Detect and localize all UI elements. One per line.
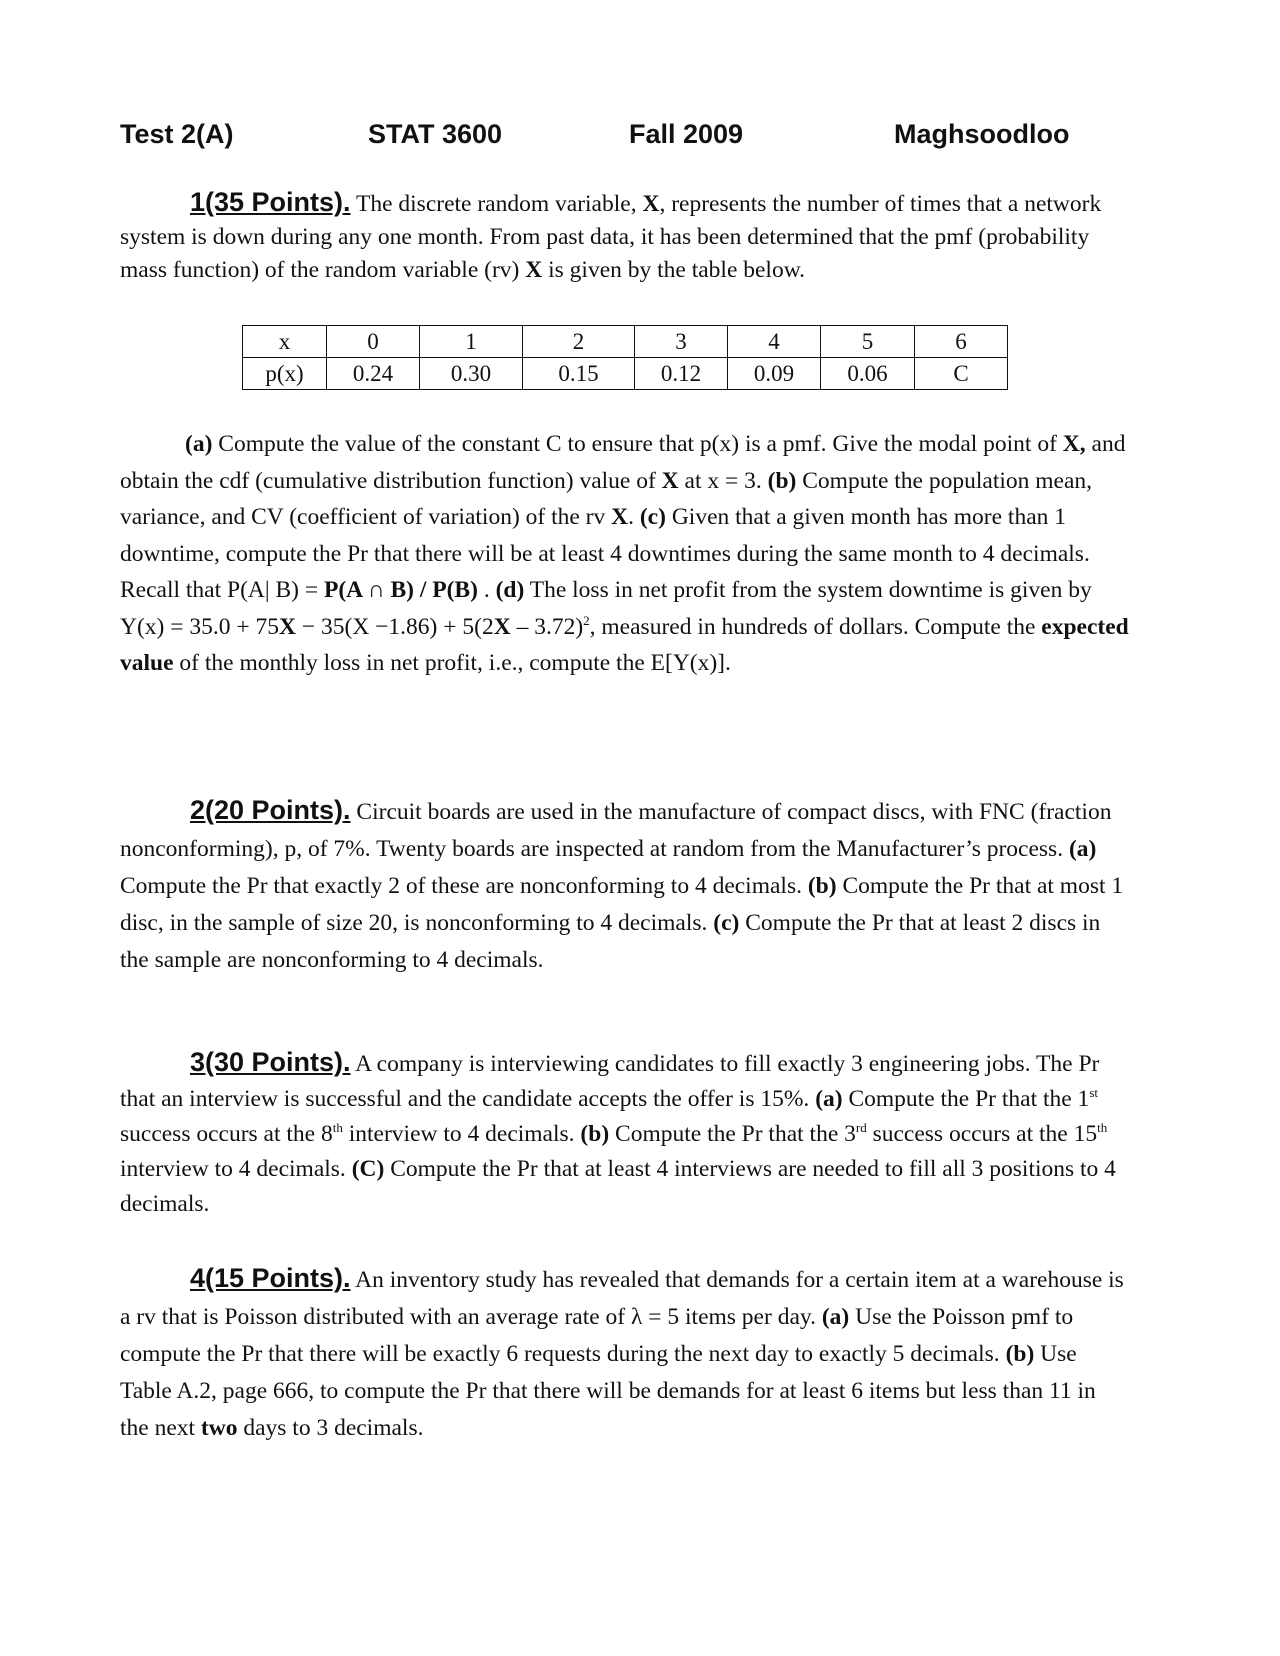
q3-text: Compute the Pr that the 3 [609,1121,856,1147]
q1-part-d-label: (d) [495,577,525,603]
q3-text: A company is interviewing candidates to fill exactly 3 engineering jobs. The Pr that an interview is successful and the candidate accepts the offer is 15%. [120,1051,1100,1112]
question-1-parts [120,426,1130,682]
pmf-p-cell: 0.15 [523,358,635,390]
q1-part-a-label: (a) [185,431,213,457]
pmf-x-cell: 4 [728,326,821,358]
q3-part-b-label: (b) [580,1121,610,1147]
q2-text: Circuit boards are used in the manufacture of compact discs, with FNC (fraction nonconforming), p, of 7%. Twenty boards are inspected at random from the Manufacturer’s process. [120,799,1112,862]
pmf-table [242,325,1008,390]
q1-var: X [661,467,679,494]
ordinal-suffix: th [332,1120,343,1136]
q1-text: Compute the population mean, variance, and CV (coefficient of variation) of the rv [120,467,1093,530]
q1-var: X [493,613,511,640]
q1-text: Given that a given month has more than 1 downtime, compute the Pr that there will be at least 4 downtimes during the same month to 4 decimals. Recall that P(A| B) = [120,504,1090,603]
q1-text: The discrete random variable, [350,191,643,217]
pmf-x-cell: 2 [523,326,635,358]
q1-text: − 35(X −1.86) + 5(2 [296,613,494,640]
q1-var: X [611,504,629,530]
q1-var: X [279,613,296,640]
pmf-x-cell: 1 [420,326,523,358]
test-title: Test 2(A) [120,119,234,149]
q3-part-c-label: (C) [351,1156,385,1182]
pmf-p-cell: 0.06 [821,358,915,390]
pmf-x-cell: 6 [915,326,1008,358]
q1-text: is given by the table below. [542,257,806,283]
q4-part-b-label: (b) [1005,1341,1035,1367]
question-1-points: 1(35 Points). [190,187,351,217]
q2-part-c-label: (c) [713,910,740,936]
q3-part-a-label: (a) [815,1086,843,1112]
pmf-p-cell: 0.09 [728,358,821,390]
question-3 [120,1045,1130,1222]
q2-part-a-label: (a) [1068,836,1097,862]
pmf-p-cell: 0.30 [420,358,523,390]
q2-text: Compute the Pr that at least 2 discs in the sample are nonconforming to 4 decimals. [120,910,1101,973]
q1-var: X, [1062,431,1086,457]
q1-text: – 3.72) [510,613,584,640]
q3-text: Compute the Pr that the 1 [842,1086,1090,1112]
expected-value-term: expected value [120,613,1129,676]
q1-part-c-label: (c) [639,504,666,530]
q3-text: success occurs at the 15 [866,1121,1098,1147]
pmf-p-cell: 0.24 [327,358,420,390]
q1-var: X [525,257,543,283]
pmf-x-cell: 5 [821,326,915,358]
q1-text: Compute the value of the constant C to ensure that p(x) is a pmf. Give the modal point of [212,431,1063,457]
q2-text: Compute the Pr that exactly 2 of these are nonconforming to 4 decimals. [120,873,808,899]
q2-part-b-label: (b) [807,873,837,899]
conditional-prob-formula: P(A ∩ B) / P(B) [323,577,478,603]
pmf-x-label: x [243,326,327,358]
q1-var: X [642,191,660,217]
q2-text: Compute the Pr that at most 1 disc, in the sample of size 20, is nonconforming to 4 decimals. [120,873,1124,936]
q1-text: , represents the number of times that a network system is down during any one month. From past data, it has been determined that the pmf (probability mass function) of the random variable (rv) [120,191,1102,283]
q3-text: interview to 4 decimals. [120,1156,352,1182]
q4-text: An inventory study has revealed that demands for a certain item at a warehouse is a rv that is Poisson distributed with an average rate of λ = 5 items per day. [120,1267,1124,1330]
q3-text: success occurs at the 8 [120,1121,333,1147]
ordinal-suffix: th [1097,1120,1108,1136]
pmf-x-row [243,326,1008,358]
question-1-intro [120,186,1130,287]
q1-text: of the monthly loss in net profit, i.e., compute the E[Y(x)]. [173,650,731,676]
ordinal-suffix: st [1089,1085,1098,1101]
q1-text: The loss in net profit from the system downtime is given by Y(x) = 35.0 + 75 [120,577,1092,640]
q1-exponent: 2 [583,612,590,628]
pmf-p-cell: 0.12 [635,358,728,390]
q4-text: Use the Poisson pmf to compute the Pr that there will be exactly 6 requests during the next day to exactly 5 decimals. [120,1304,1074,1367]
course-code: STAT 3600 [368,119,503,149]
q1-text: and obtain the cdf (cumulative distribution function) value of [120,431,1126,494]
q3-text: Compute the Pr that at least 4 interviews are needed to fill all 3 positions to 4 decimals. [120,1156,1116,1217]
question-2-points: 2(20 Points). [190,795,351,825]
pmf-p-label: p(x) [243,358,327,390]
question-4-points: 4(15 Points). [190,1263,351,1293]
question-3-points: 3(30 Points). [190,1047,351,1077]
q1-text: , measured in hundreds of dollars. Compute the [589,613,1042,640]
term: Fall 2009 [629,119,744,149]
q4-text: days to 3 decimals. [237,1415,424,1441]
ordinal-suffix: rd [855,1120,867,1136]
instructor-name: Maghsoodloo [894,119,1070,149]
q4-part-a-label: (a) [821,1304,850,1330]
pmf-p-cell: C [915,358,1008,390]
pmf-x-cell: 0 [327,326,420,358]
question-4 [120,1260,1130,1447]
pmf-p-row [243,358,1008,390]
q1-text: . [477,577,496,603]
question-2 [120,792,1130,979]
q1-part-b-label: (b) [767,467,797,494]
pmf-x-cell: 3 [635,326,728,358]
q1-text: . [628,504,640,530]
q4-text: Use Table A.2, page 666, to compute the Pr that there will be demands for at least 6 items but less than 11 in the next [120,1341,1096,1441]
q3-text: interview to 4 decimals. [342,1121,581,1147]
two-days-emphasis: two [200,1415,238,1441]
q1-text: at x = 3. [678,467,768,494]
